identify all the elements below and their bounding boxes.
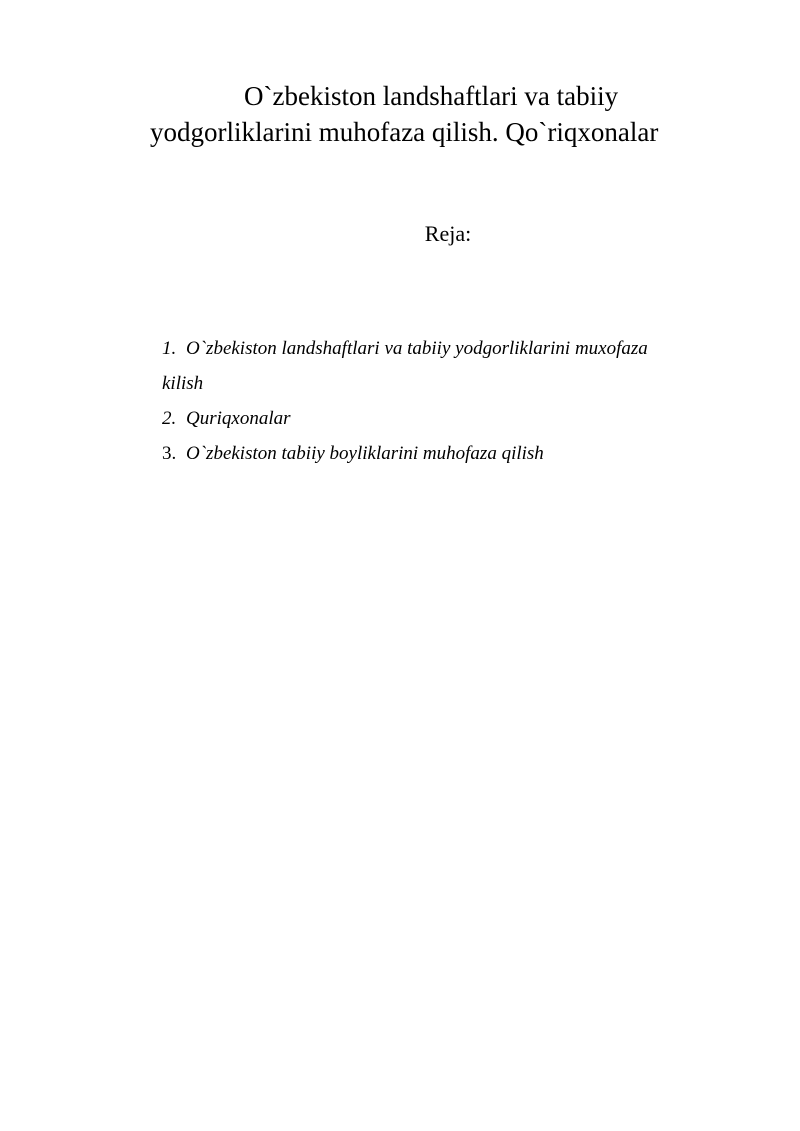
document-title <box>150 78 750 150</box>
plan-item-text: O`zbekiston landshaftlari va tabiiy yodgorliklarini muxofaza <box>186 338 648 359</box>
plan-item-number: 2. <box>162 408 177 429</box>
plan-item-2 <box>162 401 742 436</box>
title-line-1: O`zbekiston landshaftlari va tabiiy <box>244 81 619 111</box>
plan-item-text-continuation: kilish <box>162 373 204 394</box>
plan-item-1 <box>162 331 742 401</box>
plan-heading: Reja: <box>424 221 472 246</box>
title-line-2: yodgorliklarini muhofaza qilish. Qo`riqxonalar <box>150 117 659 147</box>
plan-item-text: O`zbekiston tabiiy boyliklarini muhofaza qilish <box>186 443 544 464</box>
plan-item-number: 1. <box>162 338 177 359</box>
plan-item-3 <box>162 436 742 471</box>
plan-item-text: Quriqxonalar <box>186 408 291 429</box>
plan-list <box>162 331 742 471</box>
plan-item-number: 3. <box>162 443 177 464</box>
